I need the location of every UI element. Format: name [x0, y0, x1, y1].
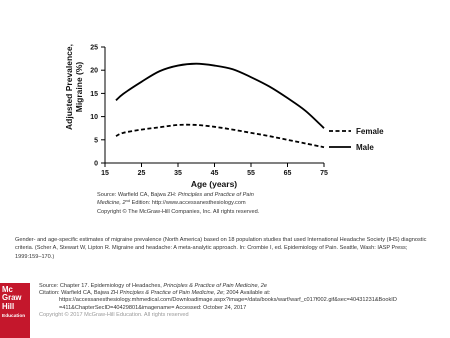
legend [329, 127, 384, 152]
y-tick-label: 0 [94, 160, 98, 168]
y-tick-label: 5 [94, 137, 98, 145]
logo-line-hill: Hill [2, 301, 15, 311]
legend-label-female: Female [356, 127, 384, 136]
figure-source-line2-sup: nd [125, 198, 131, 203]
citation-text [39, 283, 444, 319]
figure-source-line3: Copyright © The McGraw-Hill Companies, Inc. All rights reserved. [97, 209, 260, 215]
figure-source-line2-italic: Medicine, 2 [97, 200, 126, 206]
y-tick-label: 20 [90, 67, 98, 75]
x-tick-label: 25 [137, 170, 146, 177]
source-prefix: Source: Chapter 17. Epidemiology of Headaches, [39, 283, 164, 289]
x-tick-label: 75 [320, 170, 328, 177]
x-tick-label: 15 [101, 170, 109, 177]
copyright-notice: Copyright © 2017 McGraw-Hill Education. All rights reserved [39, 311, 189, 318]
series-line-female [116, 125, 324, 148]
citation-url-line1[interactable]: https://accessanesthesiology.mhmedical.com/Downloadimage.aspx?image=/data/books/warf/warf_c017f002.gif&sec=40431231&BookID [59, 297, 397, 304]
citation-footer [0, 280, 450, 338]
legend-label-male: Male [356, 143, 374, 152]
logo-line-mc: Mc [2, 285, 13, 294]
logo-line-graw: Graw [2, 293, 22, 303]
logo-education: Education [2, 314, 26, 319]
figure-source-line2 [97, 198, 246, 206]
series-line-male [116, 64, 324, 129]
citation-book-title: Principles & Practice of Pain Medicine, 2e [119, 290, 224, 297]
x-axis-ticks [101, 163, 328, 177]
x-tick-label: 45 [210, 170, 219, 177]
mcgraw-hill-education-logo [0, 283, 30, 338]
x-axis-title: Age (years) [190, 179, 238, 189]
y-tick-label: 15 [90, 90, 98, 98]
citation-url-line2[interactable]: =411&ChapterSecID=40429801&imagename= Accessed: October 24, 2017 [59, 304, 247, 311]
y-axis-title-line1: Adjusted Prevalence, [64, 44, 74, 130]
x-tick-label: 55 [247, 170, 255, 177]
source-line [39, 283, 444, 290]
figure-source-line2-rest: Edition: http://www.accessanesthesiology.com [130, 200, 246, 206]
y-tick-label: 10 [90, 114, 98, 122]
y-tick-label: 25 [90, 44, 98, 52]
figure-caption: Gender- and age-specific estimates of migraine prevalence (North America) based on 18 population studies that used International Headache Society (IHS) diagnostic criteria. (Scher A, Stewart W, Lipton R. Migraine and headache: A meta-analytic approach. In: Crombie I, ed. Epidemiology of Pain. Seattle, Wash: IASP Press; 1999:159–170.) [15, 237, 427, 260]
series-layer [116, 64, 324, 148]
figure-source [97, 192, 260, 215]
x-tick-label: 35 [174, 170, 182, 177]
figure-source-line1-italic: Principles and Practice of Pain [177, 192, 254, 198]
citation-line [39, 290, 444, 297]
x-tick-label: 65 [283, 170, 292, 177]
logo-wordmark [2, 286, 28, 311]
figure-source-line1-prefix: Source: Warfield CA, Bajwa ZH: [97, 192, 178, 198]
citation-prefix: Citation: Warfield CA, Bajwa ZH [39, 290, 120, 297]
source-book-title: Principles & Practice of Pain Medicine, 2e [163, 283, 267, 289]
figure-source-line1 [97, 192, 254, 198]
citation-rest: ; 2004 Available at: [223, 290, 271, 297]
y-axis-title-line2: Migraine (%) [74, 61, 84, 113]
y-axis-ticks [90, 45, 105, 168]
